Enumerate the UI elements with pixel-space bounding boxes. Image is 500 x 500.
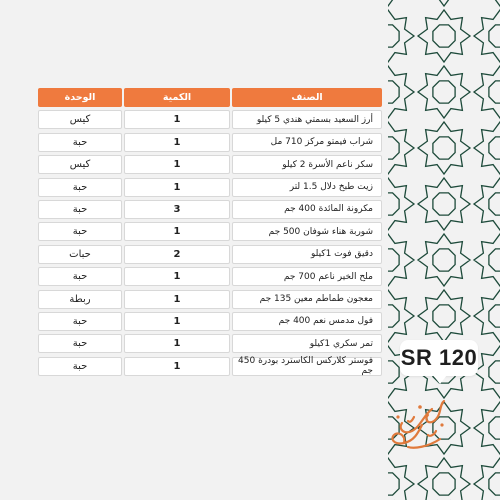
cell-item: تمر سكري 1كيلو [232, 334, 382, 353]
cell-item: زيت طبخ دلال 1.5 لتر [232, 178, 382, 197]
table-row [38, 110, 382, 129]
cell-item: شراب فيمتو مركز 710 مل [232, 133, 382, 152]
price-badge [400, 340, 478, 376]
header-item: الصنف [232, 88, 382, 107]
cell-qty: 1 [124, 312, 230, 331]
price-text: SR 120 [400, 345, 478, 370]
items-table [38, 88, 382, 379]
cell-qty: 1 [124, 267, 230, 286]
cell-unit: حبة [38, 267, 122, 286]
cell-unit: حبة [38, 133, 122, 152]
cell-qty: 1 [124, 334, 230, 353]
cell-qty: 2 [124, 245, 230, 264]
cell-item: مكرونة المائدة 400 جم [232, 200, 382, 219]
header-unit: الوحدة [38, 88, 122, 107]
cell-unit: حبة [38, 312, 122, 331]
table-row [38, 334, 382, 353]
table-row [38, 245, 382, 264]
cell-unit: حبات [38, 245, 122, 264]
cell-item: دقيق فوت 1كيلو [232, 245, 382, 264]
table-row [38, 133, 382, 152]
table-row [38, 155, 382, 174]
cell-item: شوربة هناء شوفان 500 جم [232, 222, 382, 241]
cell-item: ملح الخير ناعم 700 جم [232, 267, 382, 286]
cell-unit: حبة [38, 178, 122, 197]
table-row [38, 357, 382, 376]
cell-unit: ربطة [38, 290, 122, 309]
ramadan-calligraphy-logo [384, 395, 454, 457]
cell-qty: 3 [124, 200, 230, 219]
table-header [38, 88, 382, 107]
cell-qty: 1 [124, 110, 230, 129]
cell-unit: حبة [38, 222, 122, 241]
cell-item: فول مدمس نعم 400 جم [232, 312, 382, 331]
cell-item: أرز السعيد بسمتي هندي 5 كيلو [232, 110, 382, 129]
table-row [38, 290, 382, 309]
cell-unit: حبة [38, 334, 122, 353]
cell-unit: حبة [38, 200, 122, 219]
cell-qty: 1 [124, 357, 230, 376]
cell-qty: 1 [124, 155, 230, 174]
cell-qty: 1 [124, 178, 230, 197]
cell-unit: كيس [38, 110, 122, 129]
table-row [38, 312, 382, 331]
table-row [38, 222, 382, 241]
cell-item: سكر ناعم الأسرة 2 كيلو [232, 155, 382, 174]
cell-item: فوستر كلاركس الكاسترد بودرة 450 جم [232, 357, 382, 376]
header-qty: الكمية [124, 88, 230, 107]
cell-qty: 1 [124, 222, 230, 241]
table-row [38, 267, 382, 286]
cell-qty: 1 [124, 133, 230, 152]
table-row [38, 178, 382, 197]
cell-item: معجون طماطم معين 135 جم [232, 290, 382, 309]
table-row [38, 200, 382, 219]
cell-unit: كيس [38, 155, 122, 174]
cell-unit: حبة [38, 357, 122, 376]
cell-qty: 1 [124, 290, 230, 309]
